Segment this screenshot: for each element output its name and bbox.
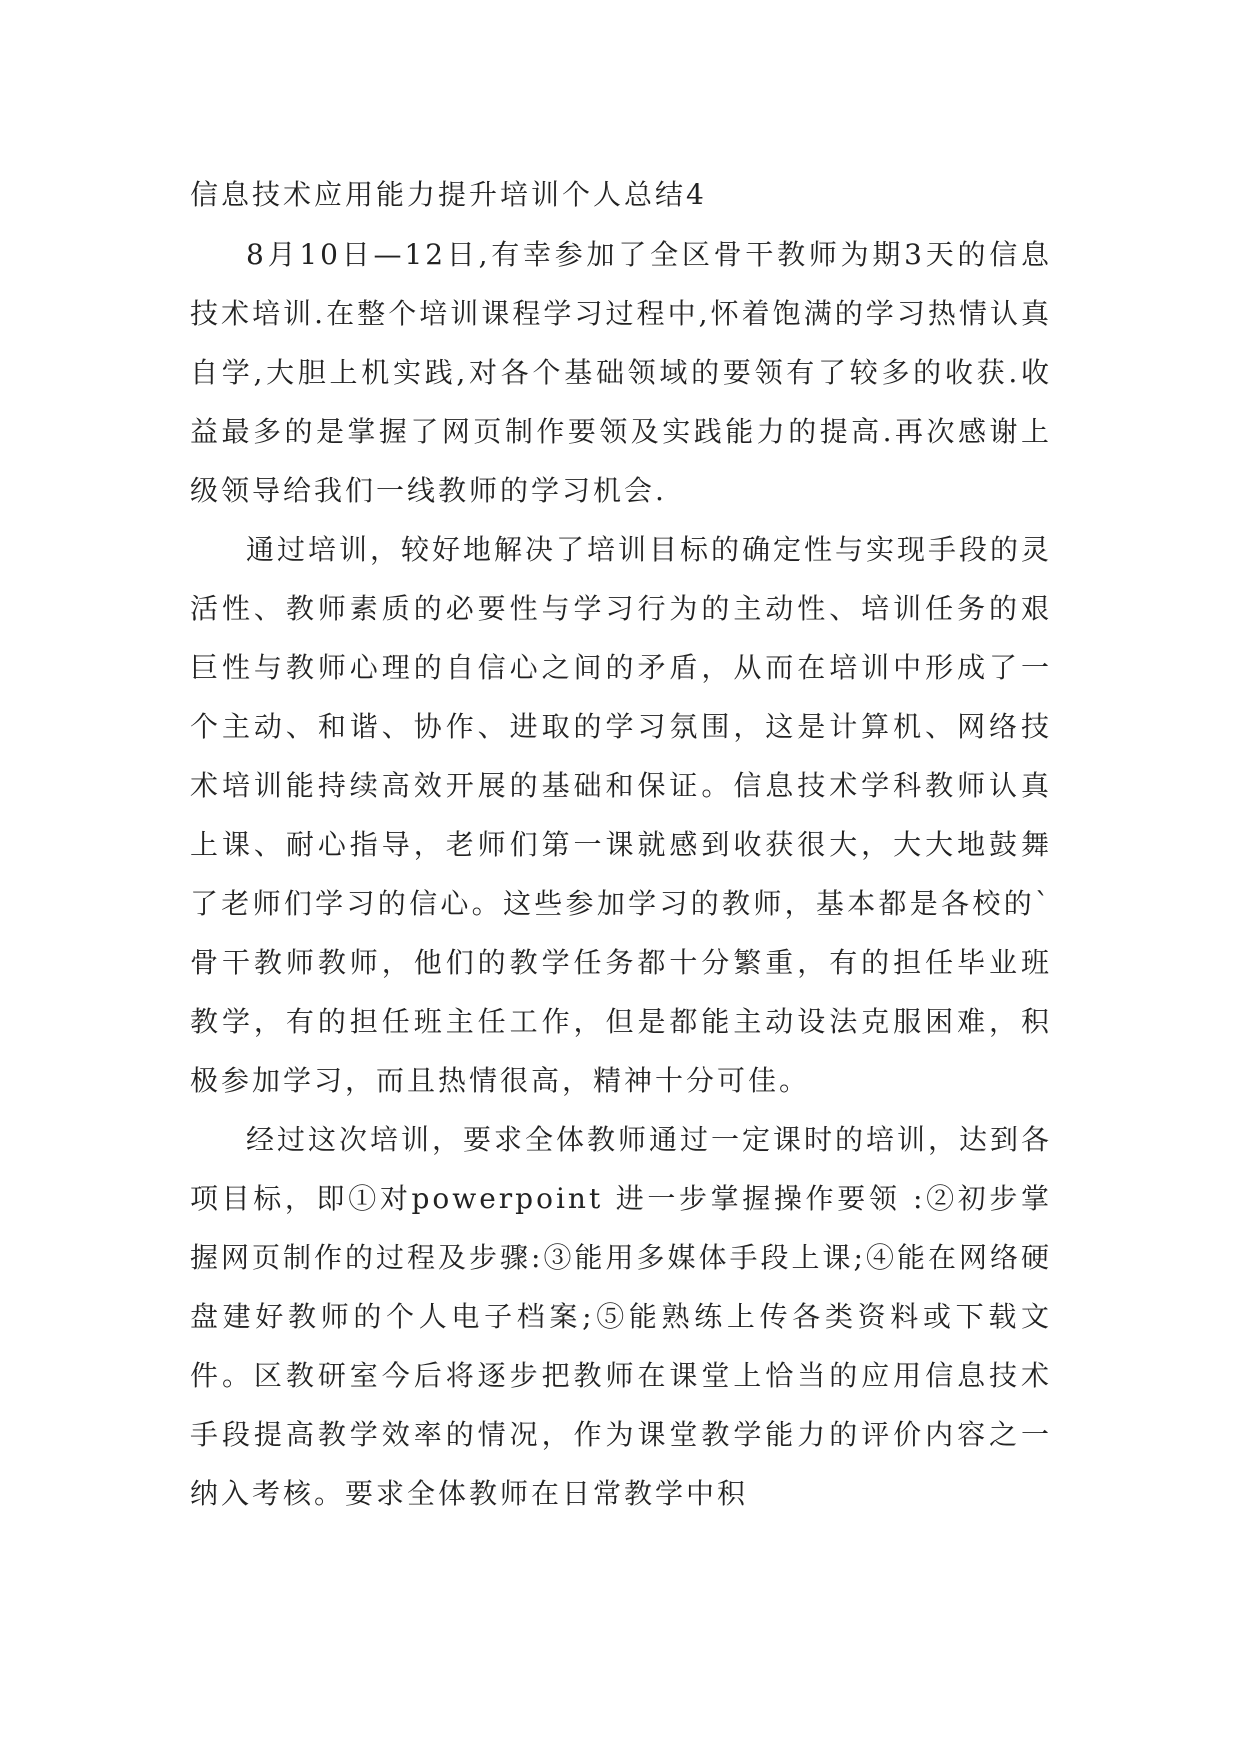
paragraph-training-goals: 经过这次培训，要求全体教师通过一定课时的培训，达到各项目标，即①对powerpoint 进一步掌握操作要领 :②初步掌握网页制作的过程及步骤:③能用多媒体手段上课;④能在网络硬盘建好教师的个人电子档案;⑤能熟练上传各类资料或下载文件。区教研室今后将逐步把教师在课堂上恰当的应用信息技术手段提高教学效率的情况，作为课堂教学能力的评价内容之一纳入考核。要求全体教师在日常教学中积 [190,1123,1053,1510]
document-title: 信息技术应用能力提升培训个人总结4 [190,178,707,211]
document-body [190,165,1052,1523]
paragraph-training-outcomes: 通过培训，较好地解决了培训目标的确定性与实现手段的灵活性、教师素质的必要性与学习行为的主动性、培训任务的艰巨性与教师心理的自信心之间的矛盾，从而在培训中形成了一个主动、和谐、协作、进取的学习氛围，这是计算机、网络技术培训能持续高效开展的基础和保证。信息技术学科教师认真上课、耐心指导，老师们第一课就感到收获很大，大大地鼓舞了老师们学习的信心。这些参加学习的教师，基本都是各校的`骨干教师教师，他们的教学任务都十分繁重，有的担任毕业班教学，有的担任班主任工作，但是都能主动设法克服困难，积极参加学习，而且热情很高，精神十分可佳。 [190,533,1053,1097]
paragraph-training-intro: 8月10日—12日,有幸参加了全区骨干教师为期3天的信息技术培训.在整个培训课程学习过程中,怀着饱满的学习热情认真自学,大胆上机实践,对各个基础领域的要领有了较多的收获.收益最多的是掌握了网页制作要领及实践能力的提高.再次感谢上级领导给我们一线教师的学习机会. [190,238,1052,507]
